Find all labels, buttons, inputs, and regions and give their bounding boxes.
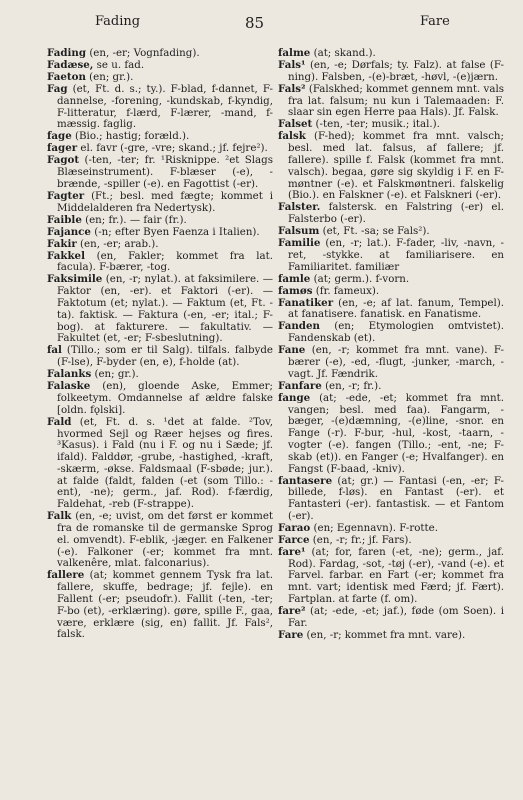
entry-headword: Falk (47, 510, 72, 523)
entry-headword: Fare (278, 628, 304, 641)
entry-headword: Falsum (278, 225, 320, 238)
dictionary-entry (278, 131, 504, 202)
entry-headword: Fals² (278, 82, 306, 95)
entry-definition: (Bio.; hastig; foræld.). (75, 130, 190, 143)
entry-headword: fal (47, 344, 62, 357)
entry-definition: (en, -r; nylat.). at faksimilere. — Faktor (en, -er). et Faktori (-er). — Faktotum (et; nylat.). — Faktum (et, Ft. -ta). faktisk. — Faktura (-en, -er; ital.; F-bog). at fakturere. — fakultativ. — Fakultet (et, -er; F-sbeslutning). (57, 273, 273, 345)
entry-headword: Faible (47, 213, 82, 226)
right-column (278, 48, 504, 642)
entry-headword: Fading (47, 47, 87, 59)
entry-headword: Fanatiker (278, 296, 334, 309)
dictionary-entry (47, 274, 273, 345)
entry-definition: (en, -er; Vognfading). (89, 47, 200, 59)
entry-headword: famøs (278, 284, 313, 297)
entry-definition: falstersk. en Falstring (-er) el. Falsterbo (-er). (288, 201, 504, 226)
entry-headword: Fag (47, 82, 68, 95)
entry-definition: (at; -ede, -et; jaf.), føde (om Soen). i Far. (288, 605, 504, 629)
entry-headword: Familie (278, 237, 321, 250)
entry-definition: (en; gr.). (94, 368, 139, 381)
entry-headword: Fakir (47, 237, 77, 250)
dictionary-entry (47, 155, 273, 190)
entry-definition: (-ten, -ter; fr. ¹Risknippe. ²et Slags Blæseinstrument). F-blæser (-e), -brænde, -spiller (-e). en Fagottist (-er). (57, 154, 273, 190)
entry-definition: (en, -er; arab.). (80, 237, 159, 250)
entry-definition: (en, -r; fr.). (325, 379, 382, 392)
dictionary-entry (278, 298, 504, 322)
entry-definition: (en, -e; uvist, om det først er kommet fra de romanske til de germanske Sprog el. omvendt). F-eblik, -jæger. en Falkener (-e). Falkoner (-er; kommet fra mnt. valkenêre, mlat. falconarius). (57, 510, 273, 570)
dictionary-entry (278, 476, 504, 523)
dictionary-entry (278, 606, 504, 630)
entry-definition: (en, -r; kommet fra mnt. vare). (306, 628, 466, 641)
entry-definition: (en), gloende Aske, Emmer; folkeetym. Omdannelse af ældre falske [oldn. fǫlski]. (57, 380, 273, 416)
entry-headword: Falaske (47, 380, 91, 393)
entry-definition: (fr. fameux). (315, 284, 380, 297)
dictionary-entry (47, 251, 273, 275)
dictionary-entry (278, 547, 504, 606)
page-number: 85 (245, 14, 265, 32)
entry-headword: Falanks (47, 368, 92, 381)
dictionary-entry (278, 60, 504, 84)
entry-definition: (en, -r; fr.; jf. Fars). (312, 533, 412, 546)
entry-headword: Fagter (47, 189, 85, 202)
entry-headword: fantasere (278, 474, 333, 487)
header-last-word: Fare (420, 14, 450, 29)
header-first-word: Fading (95, 14, 141, 29)
entry-definition: (en; Egennavn). F-rotte. (313, 521, 438, 534)
entry-definition: (et, Ft. -sa; se Fals²). (322, 225, 430, 238)
entry-headword: fange (278, 391, 311, 404)
entry-headword: fare² (278, 605, 306, 618)
entry-definition: (Tillo.; som er til Salg). tilfals. falbyde (F-lse), F-byder (en, e), f-holde (at). (57, 344, 273, 369)
entry-definition: (en, Fakler; kommet fra lat. facula). F-bærer, -tog. (57, 249, 273, 274)
dictionary-entry (47, 570, 273, 641)
entry-definition: (at; kommet gennem Tysk fra lat. fallere, skuffe, bedrage; jf. fejle). en Fallent (-er; pseudofr.). Fallit (-ten, -ter; F-bo (et), -erklæring). gøre, spille F., gaa, være, erklære (sig, en) fallit. Jf. Fals², falsk. (57, 569, 274, 641)
entry-definition: (en, -e; Dørfals; ty. Falz). at false (F-ning). Falsben, -(e)-bræt, -høvl, -(e)jærn. (288, 58, 504, 83)
dictionary-entry (47, 417, 273, 511)
entry-definition: (at; gr.) — Fantasi (-en, -er; F-billede, f-løs). en Fantast (-er). et Fantasteri (-er). fantastisk. — et Fantom (-er). (288, 474, 505, 522)
dictionary-entry (47, 84, 273, 131)
entry-definition: (-ten, -ter; musik.; ital.). (315, 118, 440, 131)
dictionary-entry (278, 238, 504, 273)
entry-headword: Falster. (278, 201, 321, 214)
dictionary-entry (47, 191, 273, 215)
entry-headword: Fanfare (278, 379, 322, 392)
entry-definition: (en, -e; af lat. fanum, Tempel). at fanatisere. fanatisk. en Fanatisme. (288, 296, 504, 321)
entry-headword: Farao (278, 521, 311, 534)
entry-headword: Fald (47, 415, 72, 428)
entry-definition: (en, -r; lat.). F-fader, -liv, -navn, -ret, -stykke. at familiarisere. en Familiaritet. familiær (288, 237, 504, 273)
entry-headword: falsk (278, 130, 306, 143)
entry-definition: (at; -ede, -et; kommet fra mnt. vangen; besl. med faa). Fangarm, -bæger, -(e)dæmning, -(e)line, -snor. en Fange (-r). F-bur, -hul, -kost, -taarn, -vogter (-e). fangen (Tillo.; -ent, -ne; F-skab (et)). en Fanger (-e; Hvalfanger). en Fangst (F-baad, -kniv). (288, 391, 505, 475)
entry-definition: (et, Ft. d. s.; ty.). F-blad, f-dannet, F-dannelse, -forening, -kundskab, f-kyndig, F-litteratur, f-lærd, F-lærer, -mand, f-mæssig. faglig. (57, 82, 273, 131)
entry-definition: (et, Ft. d. s. ¹det at falde. ²Tov, hvormed Sejl og Ræer hejses og fires. ³Kasus). i Fald (nu i F. og nu i Sæde; jf. ifald). Falddør, -grube, -hastighed, -kraft, -skærm, -økse. Faldsmaal (F-sbøde; jur.). at falde (faldt, falden (-et (som Tillo.: -ent), -ne); germ., jaf. Rod). f-færdig, Faldehat, -reb (F-strappe). (57, 415, 273, 511)
entry-definition: (at; germ.). f-vorn. (313, 272, 410, 285)
entry-headword: Fajance (47, 225, 91, 238)
entry-headword: Faeton (47, 70, 86, 83)
entry-definition: (F-hed); kommet fra mnt. valsch; besl. med lat. falsus, af fallere; jf. fallere). spille f. Falsk (kommet fra mnt. valsch). begaa, gøre sig skyldig i F. en F-møntner (-e). et Falskmøntneri. falskelig (Bio.). en Falskner (-e). et Falskneri (-er). (288, 130, 504, 202)
dictionary-entry (278, 321, 504, 345)
dictionary-entry (278, 630, 504, 642)
entry-headword: Farce (278, 533, 310, 546)
entry-definition: (en, -r; kommet fra mnt. vane). F-bærer (-e), -ed, -flugt, -junker, -march, -vagt. Jf. Fændrik. (288, 344, 504, 380)
entry-headword: Falset (278, 118, 313, 131)
entry-headword: Fakkel (47, 249, 85, 262)
left-column (47, 48, 273, 641)
entry-headword: Fals¹ (278, 58, 306, 71)
entry-headword: famle (278, 272, 311, 285)
entry-headword: fallere (47, 569, 85, 582)
dictionary-entry (47, 345, 273, 369)
page-header (0, 14, 523, 34)
entry-headword: falme (278, 47, 311, 59)
dictionary-entry (278, 202, 504, 226)
dictionary-entry (47, 381, 273, 416)
dictionary-entry (47, 511, 273, 570)
entry-definition: (en; fr.). — fair (fr.). (85, 213, 187, 226)
entry-headword: Fanden (278, 320, 320, 333)
entry-headword: Fadæse, (47, 58, 94, 71)
dictionary-entry (278, 84, 504, 119)
entry-headword: Fane (278, 344, 306, 357)
entry-headword: fare¹ (278, 545, 306, 558)
entry-headword: fage (47, 130, 72, 143)
entry-definition: (en; gr.). (89, 70, 134, 83)
entry-headword: Fagot (47, 154, 80, 167)
entry-definition: (Ft.; besl. med fægte; kommet i Middelalderen fra Nedertysk). (57, 189, 273, 214)
entry-definition: (en; Etymologien omtvistet). Fandenskab (et). (288, 320, 504, 345)
entry-definition: el. favr (-gre, -vre; skand.; jf. fejre²). (80, 142, 268, 155)
entry-definition: (-n; efter Byen Faenza i Italien). (94, 225, 260, 238)
entry-definition: se u. fad. (96, 58, 145, 71)
entry-definition: (at; skand.). (313, 47, 376, 59)
entry-headword: fager (47, 142, 78, 155)
dictionary-entry (278, 393, 504, 476)
entry-headword: Faksimile (47, 273, 103, 286)
dictionary-entry (278, 345, 504, 380)
entry-definition: (at; for, faren (-et, -ne); germ., jaf. Rod). Fardag, -sot, -tøj (-er), -vand (-e). et Farvel. farbar. en Fart (-er; kommet fra mnt. vart; identisk med Færd; jf. Fært). Fartplan. at farte (f. om). (288, 545, 504, 606)
entry-definition: (Falskhed; kommet gennem mnt. vals fra lat. falsum; nu kun i Talemaaden: F. slaar sin egen Herre paa Hals). Jf. Falsk. (288, 82, 504, 119)
